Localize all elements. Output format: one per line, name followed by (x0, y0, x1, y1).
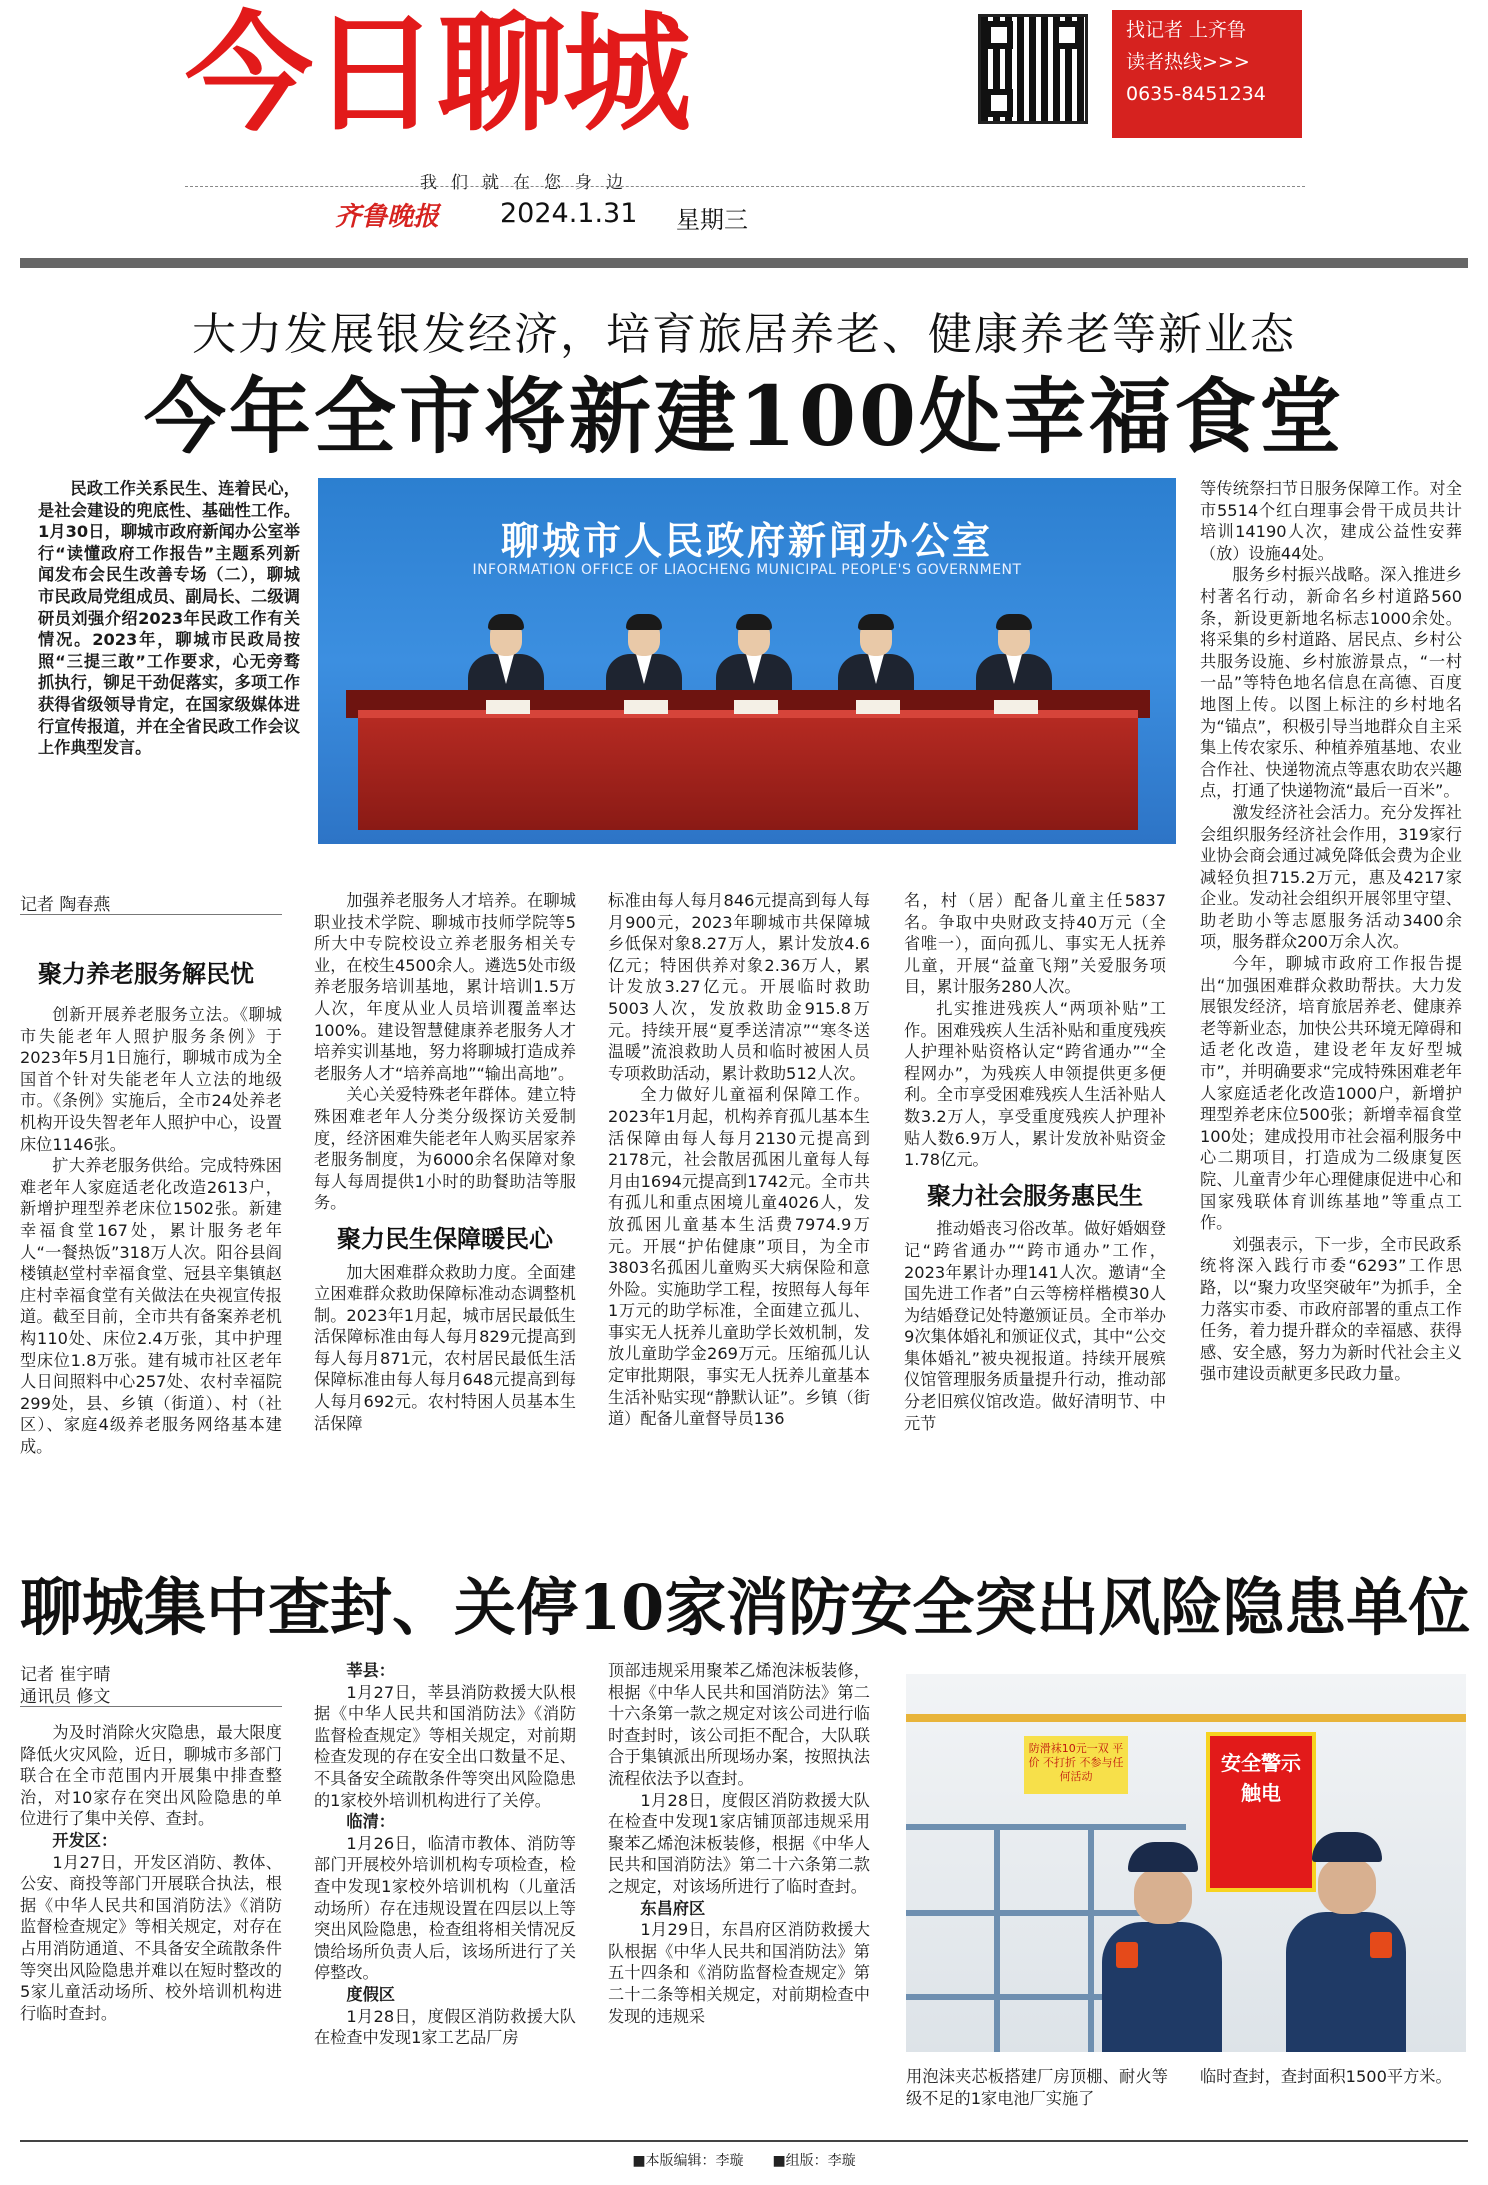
story2-correspondent: 通讯员 修文 (20, 1687, 111, 1707)
story1-col1 (20, 1004, 282, 1514)
story2-byline-rule (20, 1706, 282, 1707)
section-title-elderly: 聚力养老服务解民忧 (38, 959, 254, 988)
story2-col3 (608, 1660, 870, 2132)
section-title-livelihood: 聚力民生保障暖民心 (337, 1223, 553, 1253)
col5-p5: 刘强表示，下一步，全市民政系统将深入践行市委“6293”工作思路，以“聚力攻坚突破年”为抓手，全力落实市委、市政府部署的重点工作任务，着力提升群众的幸福感、获得感、安全感，努力为新时代社会主义强市建设贡献更多民政力量。 (1200, 1234, 1462, 1384)
story1-reporter: 记者 陶春燕 (20, 895, 111, 915)
section-title-social-service: 聚力社会服务惠民生 (927, 1180, 1143, 1210)
hotline-slogan: 找记者 上齐鲁 (1126, 19, 1247, 41)
footer-layout: ■组版：李璇 (772, 2153, 856, 2169)
s2-c2-label2: 临清： (346, 1812, 395, 1832)
s2-c1-label: 开发区： (52, 1830, 118, 1850)
warning-sign-small: 触电 (1241, 1781, 1281, 1805)
story2-col1 (20, 1722, 282, 2132)
reader-hotline-panel (1112, 10, 1302, 138)
story1-lead (38, 478, 300, 848)
col3-p2: 全力做好儿童福利保障工作。2023年1月起，机构养育孤儿基本生活保障由每人每月2130元提高到2178元，社会散居孤困儿童每人每月由1694元提高到1742元。全市共有孤儿和重点困境儿童4026人，发放孤困儿童基本生活费7974.9万元。开展“护佑健康”项目，为全市3803名孤困儿童购买大病保险和意外险。实施助学工程，按照每人每年1万元的助学标准，全面建立孤儿、事实无人抚养儿童助学长效机制，发放儿童助学金269万元。压缩孤儿认定审批期限，事实无人抚养儿童基本生活补贴实现“静默认证”。乡镇（街道）配备儿童督导员136 (608, 1085, 870, 1429)
s2-c1-p2: 1月27日，开发区消防、教体、公安、商投等部门开展联合执法，根据《中华人民共和国消防法》《消防监督检查规定》等相关规定，对存在占用消防通道、不具备安全疏散条件等突出风险隐患并难以在短时整改的5家儿童活动场所、校外培训机构进行临时查封。 (20, 1852, 282, 2023)
footer-editor: ■本版编辑：李璇 (632, 2153, 744, 2169)
s2-c1-p1: 为及时消除火灾隐患，最大限度降低火灾风险，近日，聊城市多部门联合在全市范围内开展集中排查整治，对10家存在突出风险隐患的单位进行了集中关停、查封。 (20, 1723, 282, 1829)
photo-backdrop-subtitle: INFORMATION OFFICE OF LIAOCHENG MUNICIPAL PEOPLE'S GOVERNMENT (472, 562, 1022, 578)
s2-c2-p1: 1月27日，莘县消防救援大队根据《中华人民共和国消防法》《消防监督检查规定》等相关规定，对前期检查发现的存在安全出口数量不足、不具备安全疏散条件等突出风险隐患的1家校外培训机构进行了关停。 (314, 1682, 576, 1810)
story1-headline: 今年全市将新建100处幸福食堂 (143, 369, 1345, 465)
s2-c3-p2: 1月28日，度假区消防救援大队在检查中发现1家店铺顶部违规采用聚苯乙烯泡沫板装修，根据《中华人民共和国消防法》第二十六条第二款之规定，对该场所进行了临时查封。 (608, 1790, 870, 1896)
col3-p1: 标准由每人每月846元提高到每人每月900元，2023年聊城市共保障城乡低保对象8.27万人，累计发放4.6亿元；特困供养对象2.36万人，累计发放3.27亿元。开展临时救助5003人次，发放救助金915.8万元。持续开展“夏季送清凉”“寒冬送温暖”流浪救助人员和临时被困人员专项救助活动，累计救助512人次。 (608, 891, 870, 1083)
price-notice: 防滑袜10元一双 平价 不打折 不参与任何活动 (1024, 1736, 1128, 1794)
issue-date: 2024.1.31 (500, 198, 638, 229)
paper-name: 齐鲁晚报 (335, 202, 440, 232)
s2-c3-p3: 1月29日，东昌府区消防救援大队根据《中华人民共和国消防法》第五十四条和《消防监督检查规定》第二十二条等相关规定，对前期检查中发现的违规采 (608, 1920, 870, 2026)
s2-c2-label1: 莘县： (346, 1661, 395, 1680)
col2-p2: 关心关爱特殊老年群体。建立特殊困难老年人分类分级探访关爱制度，经济困难失能老年人购买居家养老服务制度，为6000余名保障对象每人每周提供1小时的助餐助洁等服务。 (314, 1085, 576, 1213)
story1-col4 (904, 890, 1166, 1512)
top-rule (20, 258, 1468, 268)
byline-rule (20, 914, 282, 915)
s2-c3-label: 东昌府区 (640, 1898, 706, 1918)
s2-c2-p2: 1月26日，临清市教体、消防等部门开展校外培训机构专项检查，检查中发现1家校外培训机构（儿童活动场所）存在违规设置在四层以上等突出风险隐患，检查组将相关情况反馈给场所负责人后，该场所进行了关停整改。 (314, 1833, 576, 1983)
photo-backdrop-title: 聊城市人民政府新闻办公室 (500, 519, 993, 563)
warning-sign-title: 安全警示 (1221, 1751, 1301, 1775)
hotline-phone: 0635-8451234 (1126, 83, 1266, 105)
col1-p2: 扩大养老服务供给。完成特殊困难老年人家庭适老化改造2613户，新增护理型养老床位1502张。新建幸福食堂167处，累计服务老年人“一餐热饭”318万人次。阳谷县阎楼镇赵堂村幸福食堂、冠县辛集镇赵庄村幸福食堂有关做法在央视宣传报道。截至目前，全市共有备案养老机构110处、床位2.4万张，其中护理型床位1.8万张。建有城市社区老年人日间照料中心257处、农村幸福院299处，县、乡镇（街道）、村（社区）、家庭4级养老服务网络基本建成。 (20, 1156, 282, 1456)
s2-c2-label3: 度假区 (346, 1984, 395, 2004)
masthead-slogan: 我们就在您身边 (420, 173, 637, 193)
col5-p2: 服务乡村振兴战略。深入推进乡村著名行动，新命名乡村道路560条，新设更新地名标志1000余处。将采集的乡村道路、居民点、乡村公共服务设施、乡村旅游景点，“一村一品”等特色地名信息在高德、百度地图上传。以图上标注的乡村地名为“锚点”，积极引导当地群众自主采集上传农家乐、种植养殖基地、农业合作社、快递物流点等惠农助农兴趣点，打通了快递物流“最后一百米”。 (1200, 565, 1462, 801)
press-conference-photo (318, 478, 1176, 844)
story2-reporter: 记者 崔宇晴 (20, 1665, 111, 1685)
masthead-divider (185, 186, 1305, 187)
col5-p4: 今年，聊城市政府工作报告提出“加强困难群众救助帮扶。大力发展银发经济，培育旅居养老、健康养老等新业态，加快公共环境无障碍和适老化改造，建设老年友好型城市”，并明确要求“完成特殊困难老年人家庭适老化改造1000户，新增护理型养老床位500张；新增幸福食堂100处；建成投用市社会福利服务中心二期项目，打造成为二级康复医院、儿童青少年心理健康促进中心和国家残联体育训练基地”等重点工作。 (1200, 954, 1462, 1233)
s2-c3-p1: 顶部违规采用聚苯乙烯泡沫板装修，根据《中华人民共和国消防法》第二十六条第一款之规定对该公司进行临时查封时，该公司拒不配合，大队联合于集镇派出所现场办案，按照执法流程依法予以查封。 (608, 1661, 870, 1788)
page-footer (0, 2150, 1488, 2170)
col2-p1: 加强养老服务人才培养。在聊城职业技术学院、聊城市技师学院等5所大中专院校设立养老服务相关专业，在校生4500余人。遴选5处市级养老服务培训基地，累计培训1.5万人次，年度从业人员培训覆盖率达100%。建设智慧健康养老服务人才培养实训基地，努力将聊城打造成养老服务人才“培养高地”“输出高地”。 (314, 891, 576, 1083)
col5-p1: 等传统祭扫节日服务保障工作。对全市5514个红白理事会骨干成员共计培训14190人次，建成公益性安葬（放）设施44处。 (1200, 479, 1462, 563)
col4-p1: 名，村（居）配备儿童主任5837名。争取中央财政支持40万元（全省唯一），面向孤儿、事实无人抚养儿童，开展“益童飞翔”关爱服务项目，累计服务280人次。 (904, 891, 1166, 997)
masthead-title: 今日聊城 (185, 0, 690, 149)
story1-col3 (608, 890, 870, 1512)
col1-p1: 创新开展养老服务立法。《聊城市失能老年人照护服务条例》于2023年5月1日施行，聊城市成为全国首个针对失能老年人立法的地级市。《条例》实施后，全市24处养老机构开设失智老年人照护中心，设置床位1146张。 (20, 1005, 282, 1154)
photo2-caption-left: 用泡沫夹芯板搭建厂房顶棚、耐火等级不足的1家电池厂实施了 (906, 2067, 1168, 2108)
col4-p2: 扎实推进残疾人“两项补贴”工作。困难残疾人生活补贴和重度残疾人护理补贴资格认定“跨省通办”“全程网办”，为残疾人申领提供更多便利。全市享受困难残疾人生活补贴人数3.2万人，享受重度残疾人护理补贴人数6.9万人，累计发放补贴资金1.78亿元。 (904, 998, 1166, 1170)
lead-text: 民政工作关系民生、连着民心，是社会建设的兜底性、基础性工作。1月30日，聊城市政府新闻办公室举行“读懂政府工作报告”主题系列新闻发布会民生改善专场（二），聊城市民政局党组成员、副局长、二级调研员刘强介绍2023年民政工作有关情况。2023年，聊城市民政局按照“三提三敢”工作要求，心无旁骛抓执行，铆足干劲促落实，多项工作获得省级领导肯定，在国家级媒体进行宣传报道，并在全省民政工作会议上作典型发言。 (38, 479, 300, 758)
issue-weekday: 星期三 (676, 206, 748, 234)
fire-inspection-photo (906, 1674, 1466, 2052)
story1-col5 (1200, 478, 1462, 1510)
hotline-label: 读者热线>>> (1126, 51, 1250, 73)
qr-code (978, 14, 1088, 124)
story1-subhead: 大力发展银发经济，培育旅居养老、健康养老等新业态 (192, 309, 1296, 360)
col5-p3: 激发经济社会活力。充分发挥社会组织服务经济社会作用，319家行业协会商会通过减免降低会费为企业减轻负担715.2万元，惠及4217家企业。发动社会组织开展邻里守望、助老助小等志愿服务活动3400余项，服务群众200万余人次。 (1200, 802, 1462, 952)
footer-rule (20, 2140, 1468, 2142)
col4-p3: 推动婚丧习俗改革。做好婚姻登记“跨省通办”“跨市通办”工作，2023年累计办理141人次。邀请“全国先进工作者”白云等榜样楷模30人为结婚登记处特邀颁证员。全市举办9次集体婚礼和颁证仪式，其中“公交集体婚礼”被央视报道。持续开展殡仪馆管理服务质量提升行动，推动部分老旧殡仪馆改造。做好清明节、中元节 (904, 1219, 1166, 1433)
story2-headline: 聊城集中查封、关停10家消防安全突出风险隐患单位 (20, 1571, 1471, 1644)
story2-col2 (314, 1660, 576, 2132)
story1-col2 (314, 890, 576, 1512)
s2-c2-p3: 1月28日，度假区消防救援大队在检查中发现1家工艺品厂房 (314, 2006, 576, 2048)
col2-p3: 加大困难群众救助力度。全面建立困难群众救助保障标准动态调整机制。2023年1月起，城市居民最低生活保障标准由每人每月829元提高到每人每月871元，农村居民最低生活保障标准由每人每月648元提高到每人每月692元。农村特困人员基本生活保障 (314, 1262, 576, 1433)
photo2-caption-right: 临时查封，查封面积1500平方米。 (1200, 2067, 1452, 2086)
